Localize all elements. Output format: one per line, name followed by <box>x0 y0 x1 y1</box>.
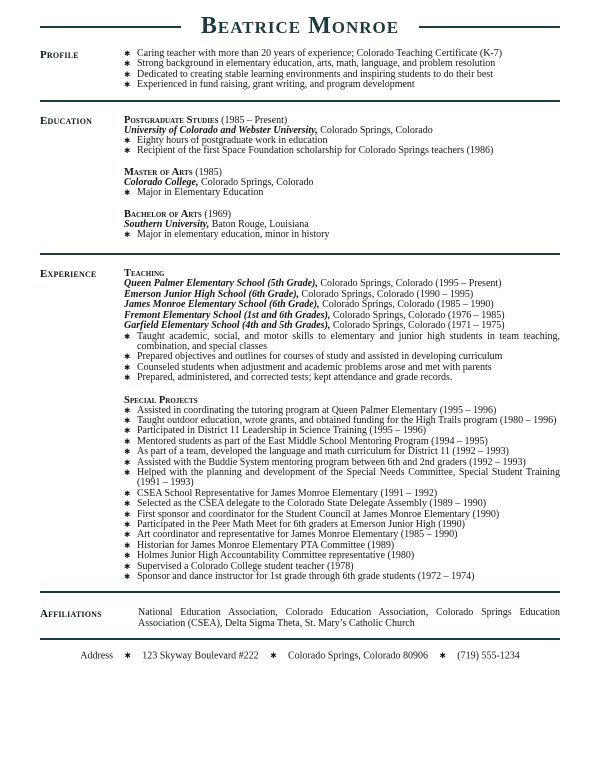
section-label-education: Education <box>40 114 93 127</box>
school-name: Garfield Elementary School (4th and 5th Grades), <box>124 320 331 332</box>
section-experience <box>0 268 600 582</box>
special-projects-block <box>124 395 560 583</box>
teaching-bullet-text: Counseled students when adjustment and academic problems arose and met with parents <box>137 361 492 373</box>
special-project-bullet-text: Sponsor and dance instructor for 1st grade through 6th grade students (1972 – 1974) <box>137 571 475 583</box>
resume-name: Beatrice Monroe <box>200 13 400 39</box>
section-divider <box>40 591 560 593</box>
special-project-bullet-text: Art coordinator and representative for James Monroe Elementary (1985 – 1990) <box>137 529 458 541</box>
list-item <box>124 447 560 457</box>
address-city: Colorado Springs, Colorado 80906 <box>287 650 428 662</box>
teaching-position <box>124 321 560 331</box>
asterisk-bullet-icon: ✱ <box>124 59 131 69</box>
special-project-bullet-text: Taught outdoor education, wrote grants, and obtained funding for the High Trails program (1980 – 1996) <box>137 414 557 426</box>
asterisk-bullet-icon: ✱ <box>124 146 131 156</box>
asterisk-bullet-icon: ✱ <box>124 561 131 571</box>
special-project-bullet-text: Assisted with the Buddie System mentoring program between 6th and 2nd graders (1992 – 1993) <box>137 456 526 468</box>
special-project-bullet-text: Supervised a Colorado College student teacher (1978) <box>137 560 354 572</box>
masthead-rule-right <box>419 26 560 28</box>
special-project-bullet-text: Helped with the planning and development of the Special Needs Committee, Special Student Training (1991 – 1993) <box>137 466 560 489</box>
asterisk-separator-icon: ✱ <box>270 651 277 661</box>
school-details: Colorado Springs, Colorado (1976 – 1985) <box>332 309 505 321</box>
asterisk-bullet-icon: ✱ <box>124 509 131 519</box>
asterisk-bullet-icon: ✱ <box>124 331 131 341</box>
asterisk-bullet-icon: ✱ <box>124 352 131 362</box>
teaching-bullet-text: Prepared, administered, and corrected tests; kept attendance and grade records. <box>137 372 453 384</box>
special-project-bullet-text: CSEA School Representative for James Monroe Elementary (1991 – 1992) <box>137 487 438 499</box>
asterisk-bullet-icon: ✱ <box>124 447 131 457</box>
section-affiliations <box>0 608 600 629</box>
degree-dates: (1969) <box>204 208 232 220</box>
experience-content <box>124 268 560 582</box>
address-phone: (719) 555-1234 <box>457 650 520 662</box>
asterisk-bullet-icon: ✱ <box>124 530 131 540</box>
special-project-bullet-text: Selected as the CSEA delegate to the Colorado State Delegate Assembly (1989 – 1990) <box>137 498 487 510</box>
experience-subheading-teaching: Teaching <box>124 268 165 280</box>
asterisk-bullet-icon: ✱ <box>124 426 131 436</box>
list-item <box>124 373 560 383</box>
section-label-profile: Profile <box>40 49 79 61</box>
profile-content <box>124 49 560 91</box>
asterisk-separator-icon: ✱ <box>439 651 446 661</box>
special-project-bullet-text: Holmes Junior High Accountability Committee representative (1980) <box>137 550 415 562</box>
asterisk-bullet-icon: ✱ <box>124 136 131 146</box>
teaching-bullet-text: Taught academic, social, and motor skills to elementary and junior high students in team teaching, combination, and special classes <box>137 330 560 352</box>
affiliations-content <box>124 608 560 629</box>
school-name: James Monroe Elementary School (6th Grade), <box>124 299 320 311</box>
address-label: Address <box>80 650 113 662</box>
section-divider <box>40 638 560 640</box>
education-entry <box>124 167 560 199</box>
school-name: Queen Palmer Elementary School (5th Grade), <box>124 278 318 290</box>
masthead-rule-left <box>40 26 181 28</box>
school-name: Fremont Elementary School (1st and 6th Grades), <box>124 309 331 321</box>
education-bullet-text: Major in Elementary Education <box>137 187 264 199</box>
education-bullet-text: Recipient of the first Space Foundation scholarship for Colorado Springs teachers (1986) <box>137 145 494 157</box>
profile-bullet-text: Experienced in fund raising, grant writing, and program development <box>137 79 415 91</box>
education-content <box>124 115 560 241</box>
special-project-bullet-text: First sponsor and coordinator for the Student Council at James Monroe Elementary (1990) <box>137 508 500 520</box>
asterisk-bullet-icon: ✱ <box>124 488 131 498</box>
asterisk-bullet-icon: ✱ <box>124 467 131 477</box>
address-street: 123 Skyway Boulevard #222 <box>142 650 259 662</box>
profile-bullet-text: Dedicated to creating stable learning environments and inspiring students to do their best <box>137 68 494 80</box>
degree-name: Bachelor of Arts <box>124 208 202 220</box>
asterisk-bullet-icon: ✱ <box>124 540 131 550</box>
list-item <box>124 80 560 90</box>
asterisk-bullet-icon: ✱ <box>124 49 131 58</box>
institution-name: Colorado College, <box>124 176 199 188</box>
list-item <box>124 468 560 489</box>
list-item <box>124 188 560 198</box>
asterisk-bullet-icon: ✱ <box>124 373 131 383</box>
section-divider <box>40 100 560 102</box>
asterisk-bullet-icon: ✱ <box>124 499 131 509</box>
asterisk-bullet-icon: ✱ <box>124 362 131 372</box>
school-details: Colorado Springs, Colorado (1971 – 1975) <box>332 320 505 332</box>
asterisk-separator-icon: ✱ <box>124 651 131 661</box>
teaching-bullet-text: Prepared objectives and outlines for courses of study and assisted in developing curriculum <box>137 351 503 363</box>
special-project-bullet-text: Mentored students as part of the East Middle School Mentoring Program (1994 – 1995) <box>137 435 488 447</box>
list-item <box>124 572 560 582</box>
special-project-bullet-text: As part of a team, developed the language and math curriculum for District 11 (1992 – 1993) <box>137 446 510 458</box>
degree-dates: (1985) <box>195 166 222 178</box>
education-entry <box>124 209 560 241</box>
asterisk-bullet-icon: ✱ <box>124 188 131 198</box>
special-project-bullet-text: Historian for James Monroe Elementary PTA Committee (1989) <box>137 539 395 551</box>
institution-location: Baton Rouge, Louisiana <box>211 218 309 230</box>
affiliations-text: National Education Association, Colorado Education Association, Colorado Springs Education Association (CSEA), Delta Sigma Theta, St. Mary’s Catholic Church <box>138 607 560 629</box>
special-project-bullet-text: Participated in District 11 Leadership in Science Training (1995 – 1996) <box>137 425 427 437</box>
asterisk-bullet-icon: ✱ <box>124 572 131 582</box>
degree-name: Postgraduate Studies <box>124 114 219 126</box>
asterisk-bullet-icon: ✱ <box>124 436 131 446</box>
education-bullet-text: Eighty hours of postgraduate work in education <box>137 135 328 147</box>
institution-name: Southern University, <box>124 218 210 230</box>
asterisk-bullet-icon: ✱ <box>124 80 131 90</box>
institution-name: University of Colorado and Webster University, <box>124 124 318 136</box>
asterisk-bullet-icon: ✱ <box>124 551 131 561</box>
section-education <box>0 115 600 241</box>
school-name: Emerson Junior High School (6th Grade), <box>124 288 300 300</box>
school-details: Colorado Springs, Colorado (1985 – 1990) <box>322 299 494 311</box>
masthead <box>0 0 600 47</box>
school-details: Colorado Springs, Colorado (1995 – Present) <box>320 278 502 290</box>
profile-bullet-text: Strong background in elementary education, arts, math, language, and problem resolution <box>137 58 496 70</box>
section-divider <box>40 253 560 255</box>
education-entry <box>124 115 560 157</box>
school-details: Colorado Springs, Colorado (1990 – 1995) <box>301 288 474 300</box>
institution-location: Colorado Springs, Colorado <box>320 124 433 136</box>
asterisk-bullet-icon: ✱ <box>124 405 131 415</box>
profile-bullet-text: Caring teacher with more than 20 years of experience; Colorado Teaching Certificate (K-7) <box>137 48 503 59</box>
list-item <box>124 146 560 156</box>
asterisk-bullet-icon: ✱ <box>124 520 131 529</box>
section-label-affiliations: Affiliations <box>40 608 102 621</box>
asterisk-bullet-icon: ✱ <box>124 415 131 425</box>
institution-location: Colorado Springs, Colorado <box>200 176 314 188</box>
special-project-bullet-text: Assisted in coordinating the tutoring program at Queen Palmer Elementary (1995 – 1996) <box>137 404 497 416</box>
degree-dates: (1985 – Present) <box>221 114 288 126</box>
section-profile <box>0 49 600 91</box>
section-label-experience: Experience <box>40 268 97 281</box>
education-bullet-text: Major in elementary education, minor in history <box>137 229 330 241</box>
list-item <box>124 230 560 240</box>
footer-address-line <box>0 651 600 662</box>
asterisk-bullet-icon: ✱ <box>124 457 131 467</box>
list-item <box>124 332 560 353</box>
degree-name: Master of Arts <box>124 166 193 178</box>
asterisk-bullet-icon: ✱ <box>124 230 131 240</box>
experience-subheading-special-projects: Special Projects <box>124 394 198 406</box>
asterisk-bullet-icon: ✱ <box>124 69 131 79</box>
special-project-bullet-text: Participated in the Peer Math Meet for 6th graders at Emerson Junior High (1990) <box>137 519 465 530</box>
